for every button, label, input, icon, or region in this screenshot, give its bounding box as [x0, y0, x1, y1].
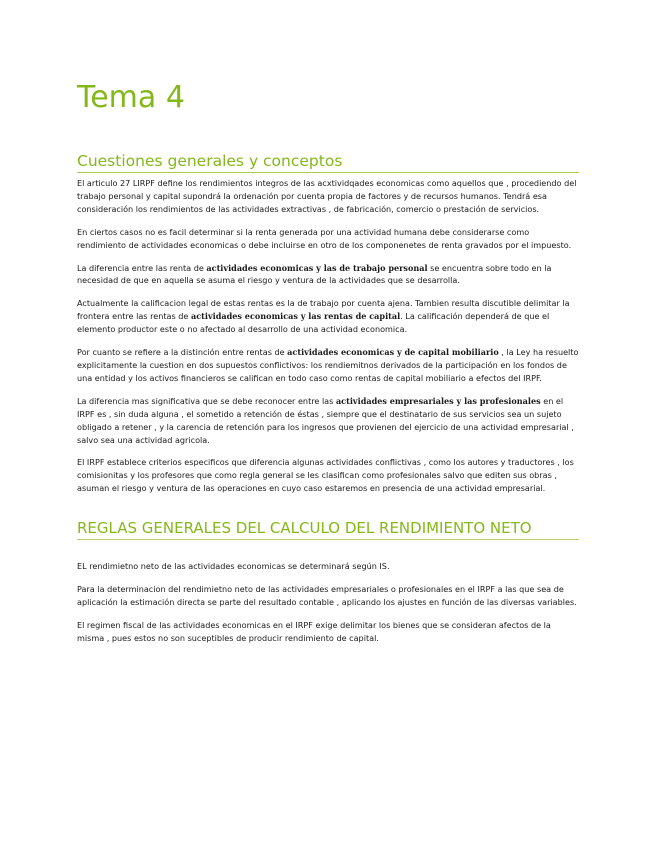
text-run: Actualmente la calificacion legal de estas rentas es la de trabajo por cuenta ajena. Tambien resulta discutible delimitar la frontera entre las rentas de: [77, 298, 570, 322]
bold-text: actividades empresariales y las profesionales: [335, 395, 541, 406]
paragraph: [77, 456, 579, 495]
section-cuestiones-body: [77, 177, 579, 495]
text-run: , la Ley ha resuelto explicitamente la cuestion en dos supuestos conflictivos: los rendiemitnos derivados de la participación en los fondos de una entidad y los activos financieros se califican en todo caso como rentas de capital mobiliario a efectos del IRPF.: [77, 347, 579, 383]
paragraph: [77, 395, 579, 447]
paragraph: [77, 297, 579, 336]
paragraph: [77, 583, 579, 609]
text-run: El regimen fiscal de las actividades economicas en el IRPF exige delimitar los bienes que se consideran afectos de la misma , pues estos no son suceptibles de producir rendimiento de capital.: [77, 619, 551, 643]
paragraph: [77, 226, 579, 252]
bold-text: actividades economicas y las de trabajo personal: [206, 262, 428, 273]
document-body: [77, 79, 579, 655]
text-run: . La calificación dependerá de que el elemento productor este o no afectado al desarrollo de una actividad economica.: [77, 311, 550, 335]
paragraph: [77, 346, 579, 385]
text-run: EL rendimietno neto de las actividades economicas se determinará según IS.: [77, 561, 390, 572]
text-run: La diferencia mas significativa que se debe reconocer entre las: [77, 395, 336, 406]
text-run: La diferencia entre las renta de: [77, 262, 207, 273]
paragraph: [77, 560, 579, 573]
section-reglas-body: [77, 560, 579, 645]
section-heading-reglas: REGLAS GENERALES DEL CALCULO DEL RENDIMIENTO NETO: [77, 518, 579, 540]
text-run: Por cuanto se refiere a la distinción entre rentas de: [77, 347, 288, 358]
bold-text: actividades economicas y las rentas de capital: [190, 311, 401, 322]
section-heading-cuestiones: Cuestiones generales y conceptos: [77, 151, 579, 173]
text-run: El IRPF establece criterios especificos que diferencia algunas actividades conflictivas , como los autores y traductores , los comisionitas y los profesores que como regla general se les clasifican como profesionales salvo que editen sus obras , asuman el riesgo y ventura de las operaciones en cuyo caso estaremos en presencia de una actividad empresarial.: [77, 457, 574, 494]
text-run: El articulo 27 LIRPF define los rendimientos integros de las acxtividqades economicas como aquellos que , procediendo del trabajo personal y capital supondrá la ordenación por cuenta propia de factores y de recursos humanos. Tendrá esa consideración los rendimientos de las actividades extractivas , de fabricación, comercio o prestación de servicios.: [77, 178, 577, 214]
paragraph: [77, 619, 579, 645]
paragraph: [77, 177, 579, 216]
text-run: se encuentra sobre todo en la necesidad de que en aquella se asuma el riesgo y ventura de la actividades que se desarrolla.: [77, 262, 552, 286]
text-run: en el IRPF es , sin duda alguna , el sometido a retención de éstas , siempre que el destinatario de sus servicios sea un sujeto obligado a retener , y la carencia de retención para los ingresos que provienen del ejercicio de una actividad empresarial , salvo sea una actividad agricola.: [77, 395, 574, 445]
bold-text: actividades economicas y de capital mobiliario: [287, 347, 499, 358]
text-run: En ciertos casos no es facil determinar si la renta generada por una actividad humana debe considerarse como rendimiento de actividades economicas o debe incluirse en otro de los componenetes de renta gravados por el impuesto.: [77, 226, 572, 250]
paragraph: [77, 262, 579, 288]
page-title: Tema 4: [77, 80, 185, 115]
text-run: Para la determinacion del rendimietno neto de las actividades empresariales o profesionales en el IRPF a las que sea de aplicación la estimación directa se parte del resultado contable , aplicando los ajustes en función de las diversas variables.: [77, 584, 577, 607]
